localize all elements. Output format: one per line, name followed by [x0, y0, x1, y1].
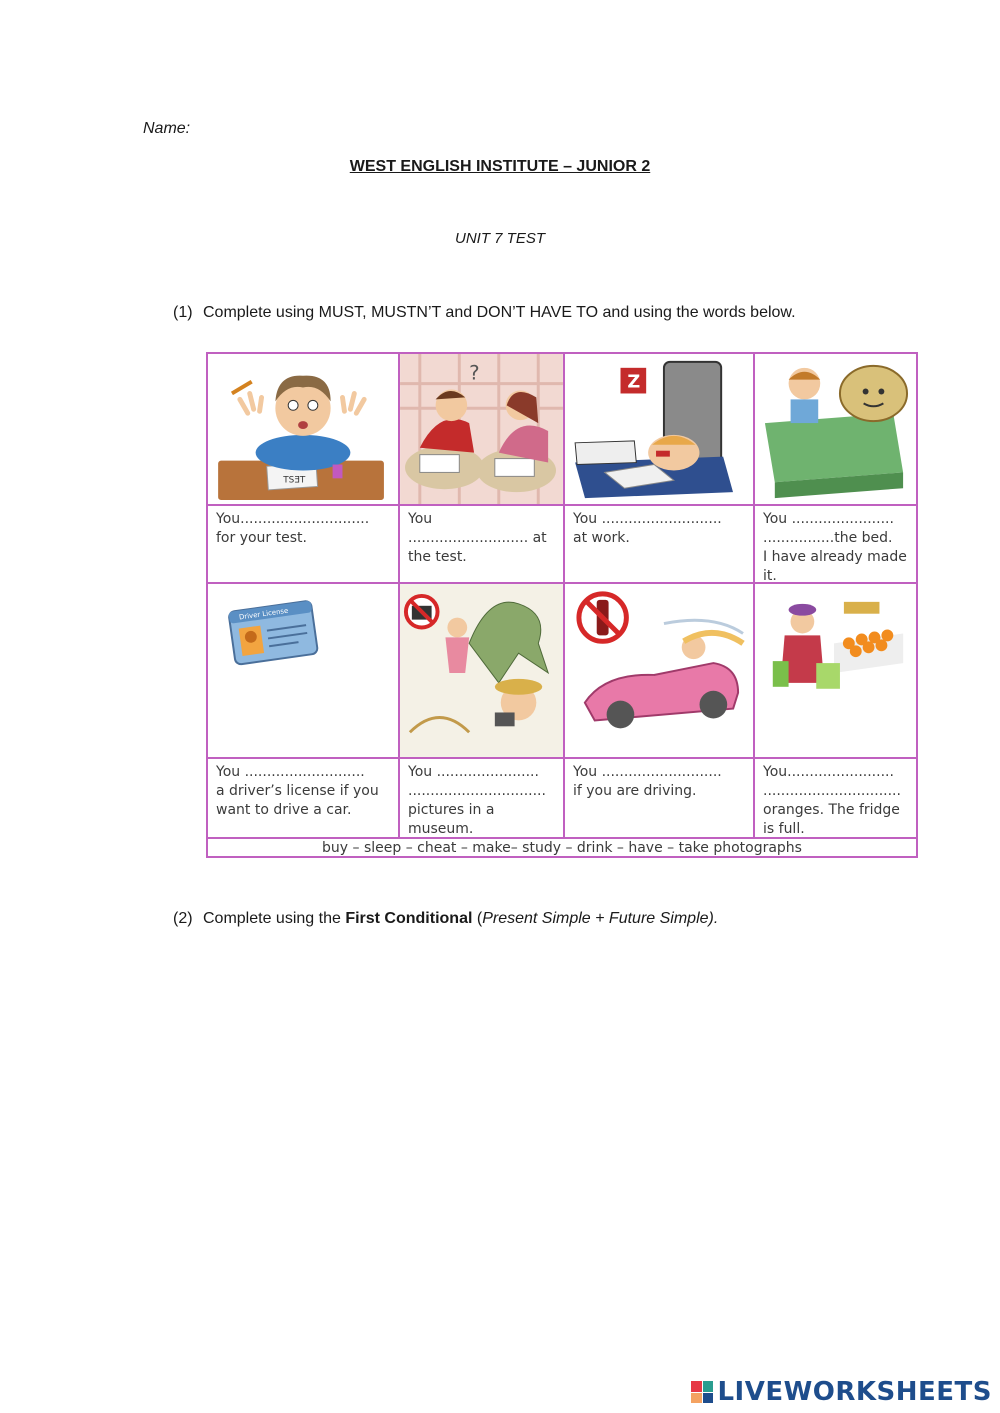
name-label: Name: [143, 120, 191, 137]
exercise-number: (1) [173, 304, 193, 321]
logo-text: LIVEWORKSHEETS [717, 1377, 992, 1407]
exercise-1-instruction [173, 304, 796, 322]
sentence-cell: You ....................... ................the bed. I have already made it. [755, 506, 918, 584]
instruction-paren: ( [472, 910, 483, 927]
driver-license-illustration [208, 584, 398, 757]
exercise-grid [206, 352, 918, 858]
cheating-illustration [400, 354, 563, 504]
instruction-text: Complete using the [203, 910, 346, 927]
svg-text:Z: Z [627, 372, 641, 393]
made-bed-illustration [755, 354, 916, 504]
sentence-cell: You ....................... ............................... pictures in a museum. [400, 759, 565, 839]
instruction-text: Complete using MUST, MUSTN’T and DON’T HAVE TO and using the words below. [203, 304, 796, 321]
picture-sleeping-at-work [565, 354, 755, 506]
picture-made-bed [755, 354, 918, 506]
sentence-cell: You ........................... a driver’s license if you want to drive a car. [208, 759, 400, 839]
picture-student-test [208, 354, 400, 506]
sentence-cell: You............................. for your test. [208, 506, 400, 584]
worksheet-title: WEST ENGLISH INSTITUTE – JUNIOR 2 [349, 158, 651, 175]
exercise-number: (2) [173, 910, 193, 927]
sentence-cell: You........................ ............................... oranges. The fridge is full. [755, 759, 918, 839]
instruction-italic: Present Simple + Future Simple). [482, 910, 719, 927]
logo-badge-icon [691, 1381, 713, 1403]
picture-driving [565, 584, 755, 759]
picture-cheating [400, 354, 565, 506]
sentence-cell: You ........................... at work. [565, 506, 755, 584]
exercise-2-instruction [173, 910, 718, 928]
word-bank: buy – sleep – cheat – make– study – drink – have – take photographs [208, 839, 918, 858]
picture-shopping-oranges [755, 584, 918, 759]
student-test-illustration [208, 354, 398, 504]
worksheet-subtitle: UNIT 7 TEST [454, 230, 545, 247]
shopping-oranges-illustration [755, 584, 916, 757]
picture-driver-license [208, 584, 400, 759]
museum-illustration [400, 584, 563, 757]
picture-museum [400, 584, 565, 759]
license-card-label: Driver License [238, 606, 289, 622]
sleeping-at-work-illustration [565, 354, 753, 504]
sentence-cell: You ........................... if you are driving. [565, 759, 755, 839]
instruction-bold: First Conditional [345, 910, 473, 927]
svg-text:TSƎT: TSƎT [283, 475, 306, 486]
liveworksheets-logo [691, 1377, 992, 1407]
svg-text:?: ? [469, 361, 480, 385]
driving-illustration [565, 584, 753, 757]
sentence-cell: You ........................... at the test. [400, 506, 565, 584]
